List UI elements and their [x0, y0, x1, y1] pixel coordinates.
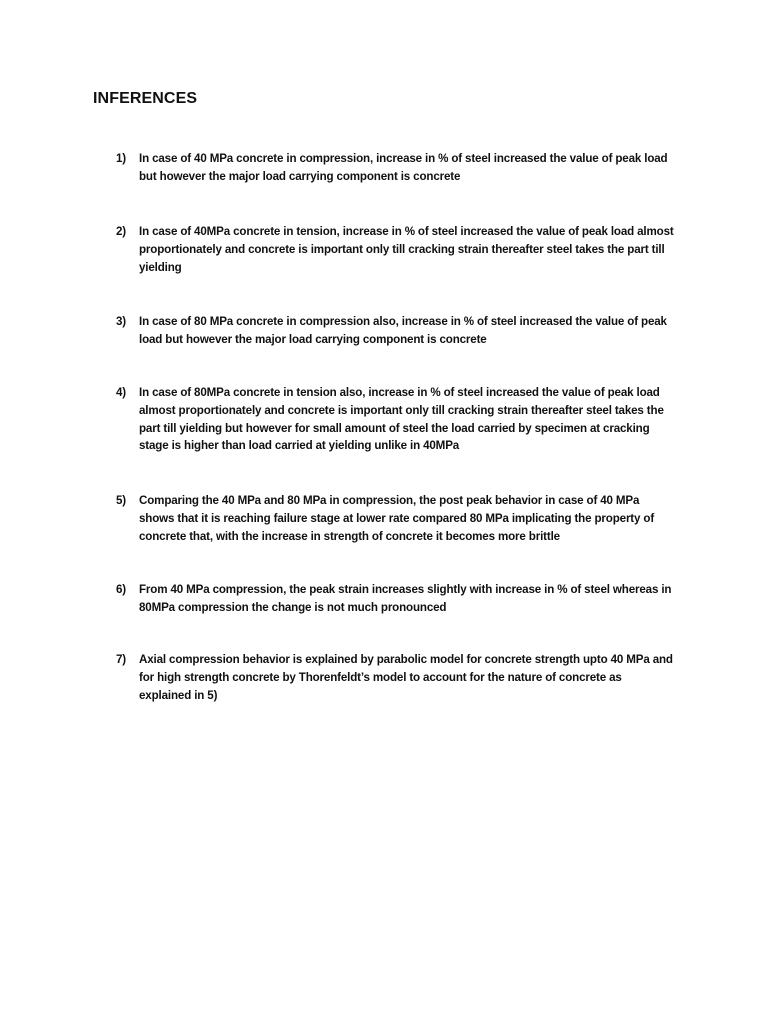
list-item-text: From 40 MPa compression, the peak strain increases slightly with increase in % of steel whereas in 80MPa compression the change is not much pronounced — [139, 583, 672, 614]
list-item-text: In case of 80MPa concrete in tension also, increase in % of steel increased the value of peak load almost proportionately and concrete is important only till cracking strain thereafter steel takes the part till yielding but however for small amount of steel the load carried by specimen at cracking stage is higher than load carried at yielding unlike in 40MPa — [139, 386, 664, 453]
list-item — [116, 313, 676, 349]
list-item-text: In case of 40MPa concrete in tension, increase in % of steel increased the value of peak load almost proportionately and concrete is important only till cracking strain thereafter steel takes the part till yielding — [139, 225, 674, 274]
page-title: INFERENCES — [93, 90, 198, 107]
list-item-number: 1) — [116, 152, 127, 165]
list-item-number: 5) — [116, 494, 127, 507]
list-item — [116, 223, 676, 276]
list-item-number: 4) — [116, 386, 127, 399]
list-item-text: In case of 40 MPa concrete in compression, increase in % of steel increased the value of peak load but however the major load carrying component is concrete — [139, 152, 668, 183]
list-item-number: 3) — [116, 315, 127, 328]
list-item-number: 6) — [116, 583, 127, 596]
list-item-text: In case of 80 MPa concrete in compression also, increase in % of steel increased the value of peak load but however the major load carrying component is concrete — [139, 315, 667, 346]
list-item — [116, 384, 676, 455]
list-item-number: 2) — [116, 225, 127, 238]
list-item — [116, 651, 676, 704]
list-item — [116, 492, 676, 545]
list-item — [116, 581, 676, 617]
list-item-text: Comparing the 40 MPa and 80 MPa in compression, the post peak behavior in case of 40 MPa shows that it is reaching failure stage at lower rate compared 80 MPa implicating the property of concrete that, with the increase in strength of concrete it becomes more brittle — [139, 494, 655, 543]
list-item-number: 7) — [116, 653, 127, 666]
list-item-text: Axial compression behavior is explained by parabolic model for concrete strength upto 40 MPa and for high strength concrete by Thorenfeldt’s model to account for the nature of concrete as explained in 5) — [139, 653, 673, 702]
list-item — [116, 150, 676, 186]
